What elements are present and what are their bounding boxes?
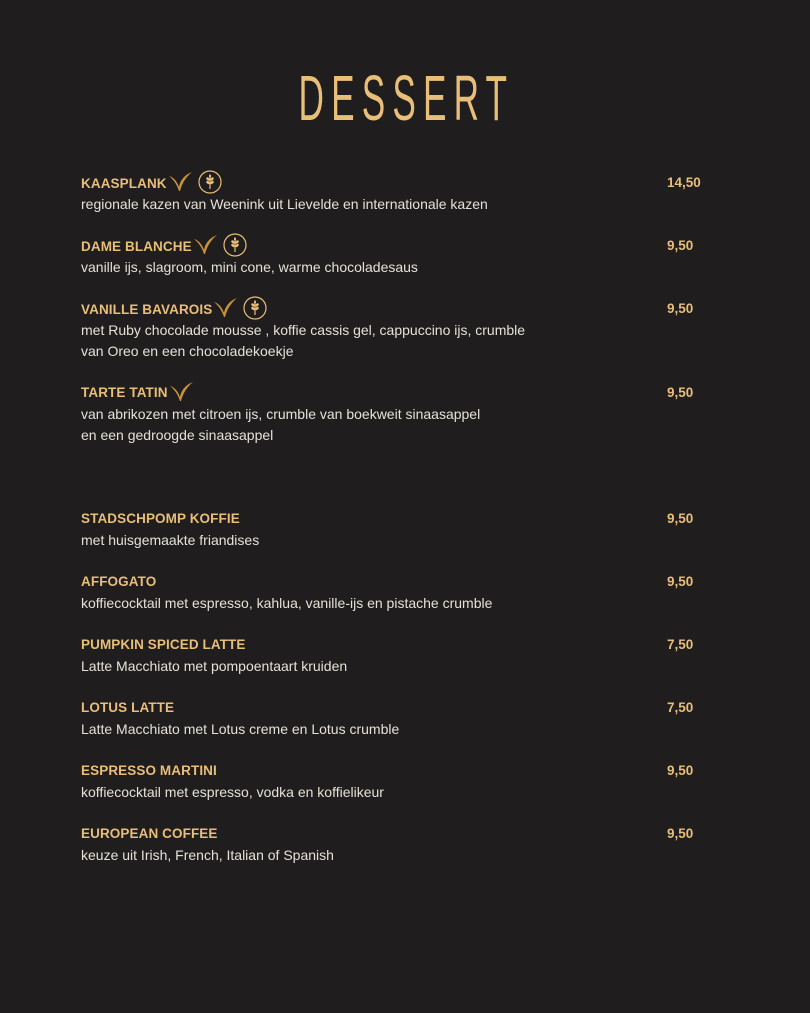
item-name: AFFOGATO: [81, 574, 157, 589]
item-name: ESPRESSO MARTINI: [81, 763, 217, 778]
menu-item-lotus-latte: [81, 698, 721, 740]
item-price: 9,50: [667, 574, 694, 589]
item-description: regionale kazen van Weenink uit Lievelde en internationale kazen: [81, 196, 488, 212]
item-name: VANILLE BAVAROIS: [81, 301, 213, 317]
menu-item-kaasplank: [81, 173, 721, 215]
item-description: van Oreo en een chocoladekoekje: [81, 343, 294, 359]
leaf-icon: [168, 171, 194, 193]
leaf-icon: [213, 297, 239, 319]
item-description: Latte Macchiato met pompoentaart kruiden: [81, 658, 348, 674]
item-price: 14,50: [667, 175, 701, 190]
leaf-icon: [193, 234, 219, 256]
item-description: met huisgemaakte friandises: [81, 532, 260, 548]
item-name: TARTE TATIN: [81, 385, 168, 400]
item-price: 9,50: [667, 763, 694, 778]
menu-item-pumpkin-spiced-latte: [81, 635, 721, 677]
wheat-icon: [243, 296, 267, 320]
item-name: STADSCHPOMP KOFFIE: [81, 511, 240, 526]
item-name: LOTUS LATTE: [81, 700, 175, 715]
item-price: 9,50: [667, 238, 694, 253]
item-description: keuze uit Irish, French, Italian of Spanish: [81, 847, 334, 863]
item-price: 9,50: [667, 301, 694, 316]
menu-item-tarte-tatin: [81, 383, 721, 446]
item-description: en een gedroogde sinaasappel: [81, 427, 274, 443]
item-description: van abrikozen met citroen ijs, crumble van boekweit sinaasappel: [81, 406, 481, 422]
item-name: DAME BLANCHE: [81, 238, 192, 254]
page-title: DESSERT: [298, 62, 515, 134]
item-price: 7,50: [667, 637, 694, 652]
item-price: 7,50: [667, 700, 694, 715]
menu-item-affogato: [81, 572, 721, 614]
item-price: 9,50: [667, 511, 694, 526]
item-description: vanille ijs, slagroom, mini cone, warme chocoladesaus: [81, 259, 418, 275]
wheat-icon: [223, 233, 247, 257]
item-name: KAASPLANK: [81, 175, 167, 191]
menu-item-european-coffee: [81, 824, 721, 866]
item-name: PUMPKIN SPICED LATTE: [81, 637, 246, 652]
menu-item-dame-blanche: [81, 236, 721, 278]
item-price: 9,50: [667, 385, 694, 400]
item-price: 9,50: [667, 826, 694, 841]
item-description: koffiecocktail met espresso, vodka en koffielikeur: [81, 784, 384, 800]
wheat-icon: [198, 170, 222, 194]
item-description: koffiecocktail met espresso, kahlua, vanille-ijs en pistache crumble: [81, 595, 493, 611]
menu-item-vanille-bavarois: [81, 299, 721, 362]
menu-item-stadschpomp-koffie: [81, 509, 721, 551]
item-name: EUROPEAN COFFEE: [81, 826, 218, 841]
menu-item-espresso-martini: [81, 761, 721, 803]
leaf-icon: [169, 381, 195, 403]
item-description: Latte Macchiato met Lotus creme en Lotus crumble: [81, 721, 400, 737]
item-description: met Ruby chocolade mousse , koffie cassis gel, cappuccino ijs, crumble: [81, 322, 526, 338]
